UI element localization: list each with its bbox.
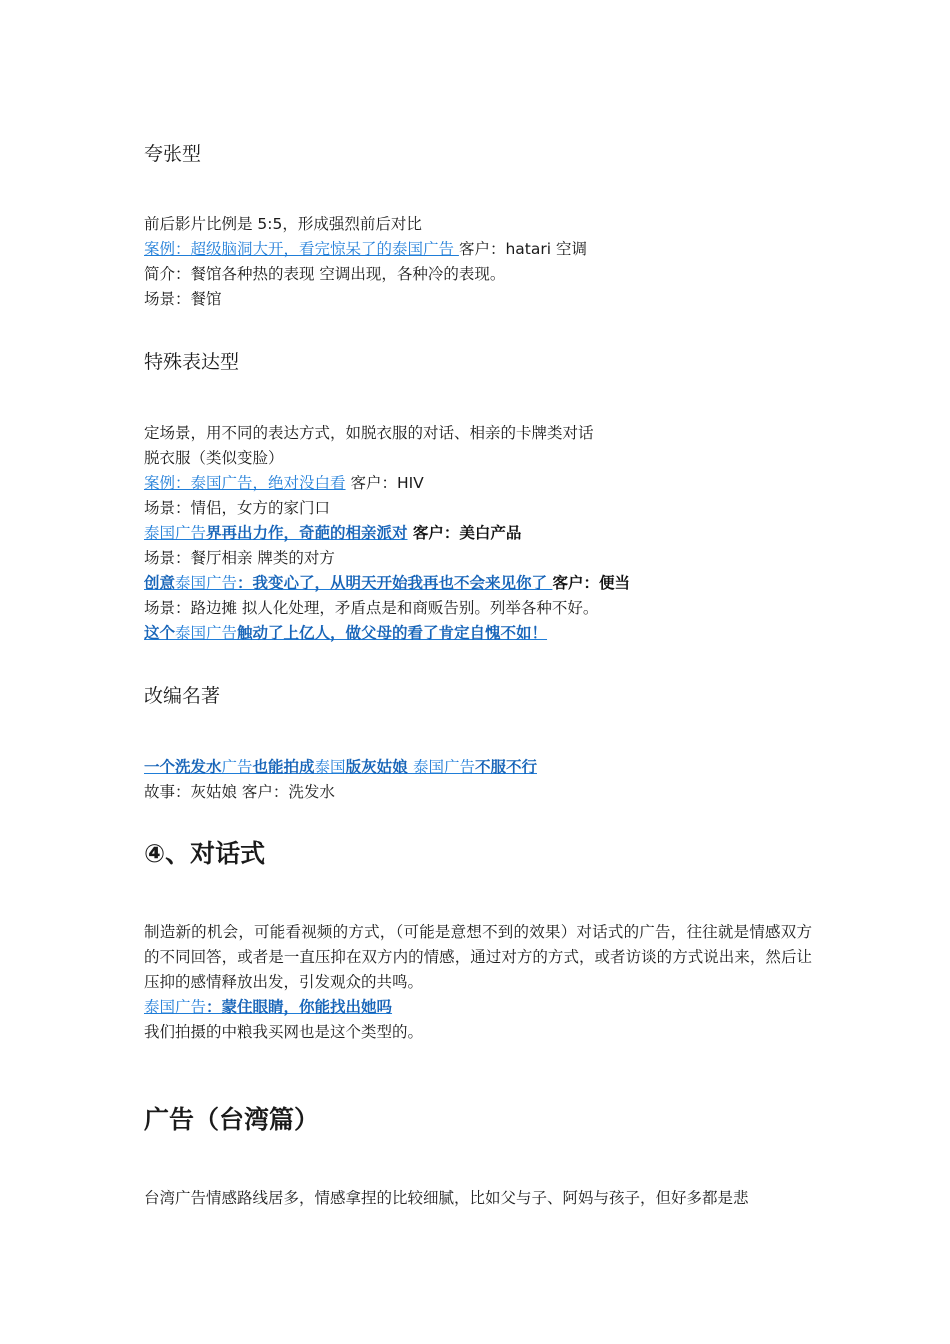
client-hiv: 客户：HIV	[345, 474, 424, 492]
text-scene-couple: 场景：情侣，女方的家门口	[144, 499, 331, 517]
case-line-parents	[144, 621, 547, 646]
case-line-hiv	[144, 471, 424, 496]
case-line-whitening	[144, 521, 521, 546]
case-link-blindfold[interactable]: 泰国广告：蒙住眼睛，你能找出她吗	[144, 998, 393, 1016]
text-scene-restaurant: 场景：餐馆	[144, 290, 222, 308]
case-link-bento[interactable]: 创意泰国广告：我变心了，从明天开始我再也不会来见你了	[144, 574, 553, 592]
heading-taiwan: 广告（台湾篇）	[144, 1105, 320, 1134]
case-line-hatari	[144, 237, 587, 262]
case-line-bento	[144, 571, 630, 596]
heading-gaibian: 改编名著	[144, 685, 221, 707]
client-bento: 客户：便当	[552, 574, 630, 592]
text-scene-stall: 场景：路边摊 拟人化处理，矛盾点是和商贩告别。列举各种不好。	[144, 599, 599, 617]
case-link-cinderella[interactable]: 一个洗发水广告也能拍成泰国版灰姑娘 泰国广告不服不行	[144, 758, 537, 776]
case-link-parents[interactable]: 这个泰国广告触动了上亿人，做父母的看了肯定自愧不如！	[144, 624, 548, 642]
heading-kuazhang: 夸张型	[144, 143, 202, 165]
heading-teshu: 特殊表达型	[144, 351, 240, 373]
text-ratio: 前后影片比例是 5:5，形成强烈前后对比	[144, 215, 422, 233]
client-hatari: 客户：hatari 空调	[458, 240, 587, 258]
text-scene-dating: 场景：餐厅相亲 牌类的对方	[144, 549, 335, 567]
paragraph-duihua: 制造新的机会，可能看视频的方式，（可能是意想不到的效果）对话式的广告，往往就是情感双方的不同回答，或者是一直压抑在双方内的情感，通过对方的方式，或者访谈的方式说出来，然后让压抑的感情释放出发，引发观众的共鸣。	[144, 923, 812, 991]
text-teshu-desc: 定场景，用不同的表达方式，如脱衣服的对话、相亲的卡牌类对话	[144, 424, 594, 442]
case-link-hiv[interactable]: 案例：泰国广告，绝对没白看	[144, 474, 346, 492]
case-line-cinderella	[144, 755, 537, 780]
text-intro: 简介：餐馆各种热的表现 空调出现，各种冷的表现。	[144, 265, 506, 283]
heading-duihua: ④、对话式	[144, 839, 266, 868]
case-link-party[interactable]: 泰国广告界再出力作，奇葩的相亲派对	[144, 524, 408, 542]
text-undress: 脱衣服（类似变脸）	[144, 449, 284, 467]
case-line-blindfold	[144, 995, 392, 1020]
client-whitening: 客户：美白产品	[407, 524, 522, 542]
paragraph-taiwan: 台湾广告情感路线居多，情感拿捏的比较细腻，比如父与子、阿妈与孩子，但好多都是悲	[144, 1189, 749, 1207]
text-note-womai: 我们拍摄的中粮我买网也是这个类型的。	[144, 1023, 424, 1041]
text-story: 故事：灰姑娘 客户：洗发水	[144, 783, 335, 801]
case-link-hatari[interactable]: 案例：超级脑洞大开，看完惊呆了的泰国广告	[144, 240, 459, 258]
